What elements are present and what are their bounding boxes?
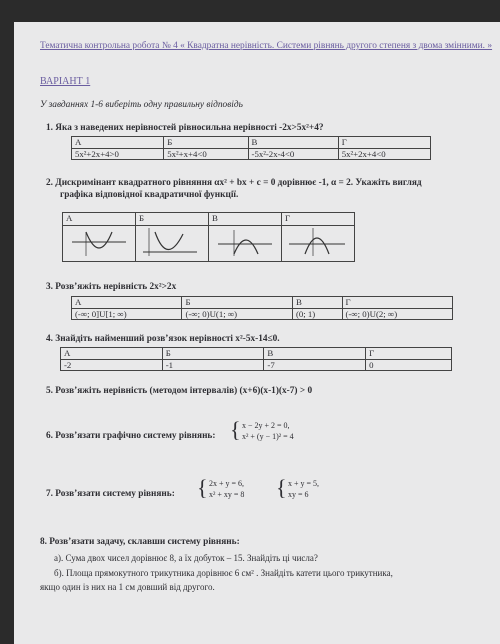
q6-equation-1: x − 2y + 2 = 0,	[242, 421, 290, 430]
q4-letter-d: Г	[366, 348, 452, 360]
worksheet-page	[14, 22, 500, 644]
question-1: 1. Яка з наведених нерівностей рівносильна нерівності -2x>5x²+4?	[46, 123, 324, 133]
q2-letter-b: Б	[136, 213, 209, 226]
q1-letter-d: Г	[338, 137, 430, 149]
q2-graph-c	[209, 226, 282, 262]
parabola-graph-d	[285, 226, 351, 258]
q7-system-a-eq-2: x² + xy = 8	[209, 489, 245, 499]
q1-answer-c: -5x²-2x-4<0	[248, 148, 338, 160]
variant-heading: ВАРІАНТ 1	[40, 76, 91, 87]
q1-letter-c: В	[248, 137, 338, 149]
q2-graph-d	[282, 226, 355, 262]
q4-letter-c: В	[264, 348, 366, 360]
question-5: 5. Розв’яжіть нерівність (методом інтервалів) (x+6)(x-1)(x-7) > 0	[46, 386, 313, 396]
q7-system-a	[209, 479, 244, 501]
parabola-graph-c	[212, 226, 278, 258]
q7-system-a-brace: {	[197, 475, 208, 500]
q3-letter-d: Г	[342, 297, 453, 309]
worksheet-title: Тематична контрольна робота № 4 « Квадратна нерівність. Системи рівнянь другого степеня з двома змінними. »	[40, 41, 493, 51]
question-4: 4. Знайдіть найменший розв’язок нерівності x²-5x-14≤0.	[46, 334, 280, 344]
question-7: 7. Розв’язати систему рівнянь:	[46, 489, 175, 499]
q2-graph-b	[136, 226, 209, 262]
q7-system-b-eq-1: x + y = 5,	[288, 479, 320, 488]
q6-system-brace: {	[230, 417, 241, 442]
question-8: 8. Розв’язати задачу, склавши систему рівнянь:	[40, 537, 240, 547]
question-2-line-1: 2. Дискримінант квадратного рівняння αx² + bx + c = 0 дорівнює -1, α = 2. Укажіть вигляд	[46, 178, 422, 188]
q4-letter-a: А	[61, 348, 163, 360]
q2-graph-a	[63, 226, 136, 262]
q3-letter-c: В	[292, 297, 342, 309]
question-3: 3. Розв’яжіть нерівність 2x²>2x	[46, 282, 177, 292]
q4-answer-table	[60, 347, 452, 371]
q1-answer-b: 5x²+x+4<0	[164, 148, 248, 160]
instruction-text: У завданнях 1-6 виберіть одну правильну відповідь	[40, 100, 243, 110]
q7-system-b-eq-2: xy = 6	[288, 489, 309, 499]
q4-answer-d: 0	[366, 359, 452, 371]
q1-answer-a: 5x²+2x+4>0	[72, 148, 164, 160]
question-8-part-b-line-1: б). Площа прямокутного трикутника дорівнює 6 см² . Знайдіть катети цього трикутника,	[54, 568, 393, 578]
q2-letter-d: Г	[282, 213, 355, 226]
question-6: 6. Розв’язати графічно систему рівнянь:	[46, 431, 216, 441]
q4-answer-c: -7	[264, 359, 366, 371]
q4-answer-b: -1	[162, 359, 264, 371]
q7-system-a-eq-1: 2x + y = 6,	[209, 479, 245, 488]
q1-answer-table	[71, 136, 431, 160]
q3-answer-table	[71, 296, 453, 320]
q7-system-b-brace: {	[276, 475, 287, 500]
parabola-graph-a	[66, 226, 132, 258]
q4-letter-b: Б	[162, 348, 264, 360]
q7-system-b	[288, 479, 319, 501]
q3-answer-b: (-∞; 0)U(1; ∞)	[182, 308, 292, 320]
question-8-part-b-line-2: якщо один із них на 1 см довший від другого.	[40, 582, 215, 592]
q2-letter-a: А	[63, 213, 136, 226]
parabola-graph-b	[139, 226, 205, 258]
q2-letter-c: В	[209, 213, 282, 226]
q4-answer-a: -2	[61, 359, 163, 371]
q3-answer-a: (-∞; 0]U[1; ∞)	[72, 308, 182, 320]
q3-letter-b: Б	[182, 297, 292, 309]
q6-system	[242, 421, 294, 443]
question-8-part-a: а). Сума двох чисел дорівнює 8, а їх добуток – 15. Знайдіть ці числа?	[54, 553, 318, 563]
q1-letter-b: Б	[164, 137, 248, 149]
q3-letter-a: А	[72, 297, 182, 309]
q3-answer-c: (0; 1)	[292, 308, 342, 320]
q2-graph-table	[62, 212, 355, 262]
q3-answer-d: (-∞; 0)U(2; ∞)	[342, 308, 453, 320]
q1-answer-d: 5x²+2x+4<0	[338, 148, 430, 160]
q6-equation-2: x² + (y − 1)² = 4	[242, 431, 294, 441]
q1-letter-a: А	[72, 137, 164, 149]
question-2-line-2: графіка відповідної квадратичної функції.	[60, 190, 239, 200]
